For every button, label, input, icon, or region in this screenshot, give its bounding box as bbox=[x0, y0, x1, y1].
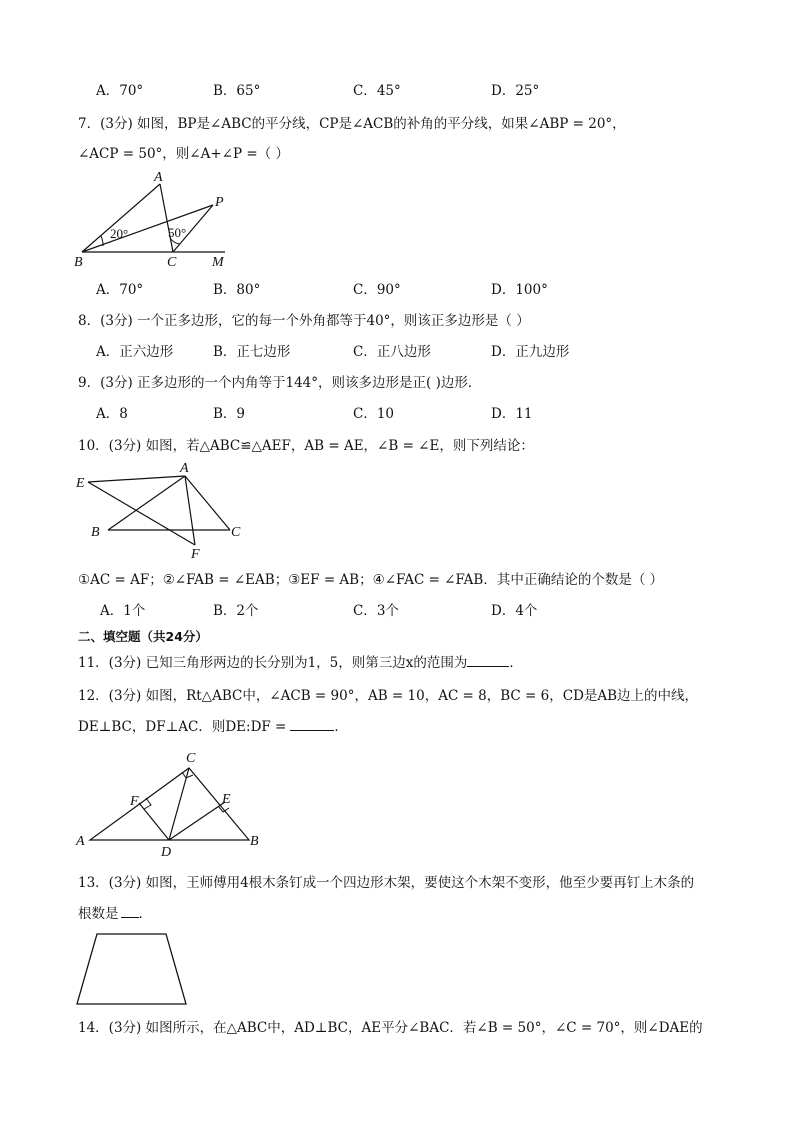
q7-stem-line1: 7．(3分) 如图，BP是∠ABC的平分线，CP是∠ACB的补角的平分线，如果∠ABP = 20°， bbox=[78, 116, 626, 132]
q12-label-a: A bbox=[76, 834, 85, 849]
q10-label-e: E bbox=[76, 476, 85, 491]
q12-label-c: C bbox=[186, 751, 196, 766]
q8-option-d: D．正九边形 bbox=[491, 344, 570, 360]
q10-option-d: D．4个 bbox=[491, 603, 538, 619]
q11-text: 11．(3分) 已知三角形两边的长分别为1，5，则第三边x的范围为 bbox=[78, 655, 468, 671]
q14-stem: 14．(3分) 如图所示，在△ABC中，AD⊥BC，AE平分∠BAC．若∠B = 50°，∠C = 70°，则∠DAE的 bbox=[78, 1020, 703, 1036]
section-title-fill-in: 二、填空题（共24分） bbox=[78, 629, 208, 644]
q13-stem-line2 bbox=[78, 905, 152, 923]
q11-end: ． bbox=[509, 655, 523, 671]
q10-label-f: F bbox=[191, 547, 200, 562]
q6-option-a: A．70° bbox=[96, 83, 144, 99]
q7-stem-line2: ∠ACP = 50°，则∠A+∠P =（ ） bbox=[78, 146, 289, 162]
q12-stem-line1: 12．(3分) 如图，Rt△ABC中，∠ACB = 90°，AB = 10，AC = 8，BC = 6，CD是AB边上的中线， bbox=[78, 688, 699, 704]
q12-stem-line2 bbox=[78, 718, 348, 736]
q7-angle-20: 20° bbox=[110, 226, 129, 241]
q13-answer-blank[interactable] bbox=[121, 905, 139, 918]
q7-label-p: P bbox=[215, 195, 224, 210]
q9-option-d: D．11 bbox=[491, 406, 533, 422]
q7-angle-50: 50° bbox=[168, 225, 187, 240]
q10-option-c: C．3个 bbox=[353, 603, 399, 619]
q10-stem: 10．(3分) 如图，若△ABC≌△AEF，AB = AE，∠B = ∠E，则下列结论： bbox=[78, 438, 534, 454]
q7-option-c: C．90° bbox=[353, 282, 401, 298]
q9-stem: 9．(3分) 正多边形的一个内角等于144°，则该多边形是正( )边形． bbox=[78, 375, 482, 391]
q10-option-b: B．2个 bbox=[213, 603, 259, 619]
q6-option-b: B．65° bbox=[213, 83, 261, 99]
q8-stem: 8．(3分) 一个正多边形，它的每一个外角都等于40°，则该正多边形是（ ） bbox=[78, 313, 530, 329]
q8-option-c: C．正八边形 bbox=[353, 344, 431, 360]
q12-answer-blank[interactable] bbox=[290, 718, 334, 731]
q10-label-b: B bbox=[91, 525, 100, 540]
q13-stem-line1: 13．(3分) 如图，王师傅用4根木条钉成一个四边形木架，要使这个木架不变形，他至少要再钉上木条的 bbox=[78, 875, 695, 891]
q9-option-a: A．8 bbox=[96, 406, 128, 422]
q12-end: ． bbox=[334, 719, 348, 735]
q12-label-f: F bbox=[130, 794, 139, 809]
q11-answer-blank[interactable] bbox=[467, 654, 509, 667]
q7-label-c: C bbox=[167, 255, 177, 270]
q12-text: DE⊥BC，DF⊥AC．则DE:DF = bbox=[78, 719, 287, 735]
q13-trapezoid-figure bbox=[70, 928, 200, 1010]
q11-stem bbox=[78, 654, 523, 672]
q7-label-m: M bbox=[212, 255, 224, 270]
q13-text: 根数是 bbox=[78, 906, 119, 922]
q9-option-b: B．9 bbox=[213, 406, 246, 422]
q12-label-d: D bbox=[161, 845, 172, 860]
q10-label-a: A bbox=[180, 461, 189, 476]
q7-figure bbox=[70, 168, 240, 272]
q12-label-b: B bbox=[250, 834, 259, 849]
q12-figure bbox=[72, 746, 272, 858]
q7-label-b: B bbox=[74, 255, 83, 270]
q8-option-a: A．正六边形 bbox=[96, 344, 174, 360]
q9-option-c: C．10 bbox=[353, 406, 395, 422]
q8-option-b: B．正七边形 bbox=[213, 344, 291, 360]
q10-label-c: C bbox=[231, 525, 241, 540]
q7-option-d: D．100° bbox=[491, 282, 548, 298]
q10-option-a: A．1个 bbox=[100, 603, 146, 619]
q10-figure bbox=[70, 458, 250, 562]
q7-option-b: B．80° bbox=[213, 282, 261, 298]
q6-option-d: D．25° bbox=[491, 83, 540, 99]
q7-label-a: A bbox=[154, 170, 163, 185]
q12-label-e: E bbox=[222, 792, 231, 807]
q6-option-c: C．45° bbox=[353, 83, 401, 99]
q10-statements: ①AC = AF；②∠FAB = ∠EAB；③EF = AB；④∠FAC = ∠FAB．其中正确结论的个数是（ ） bbox=[78, 572, 664, 588]
q13-end: ． bbox=[138, 906, 152, 922]
q7-option-a: A．70° bbox=[96, 282, 144, 298]
